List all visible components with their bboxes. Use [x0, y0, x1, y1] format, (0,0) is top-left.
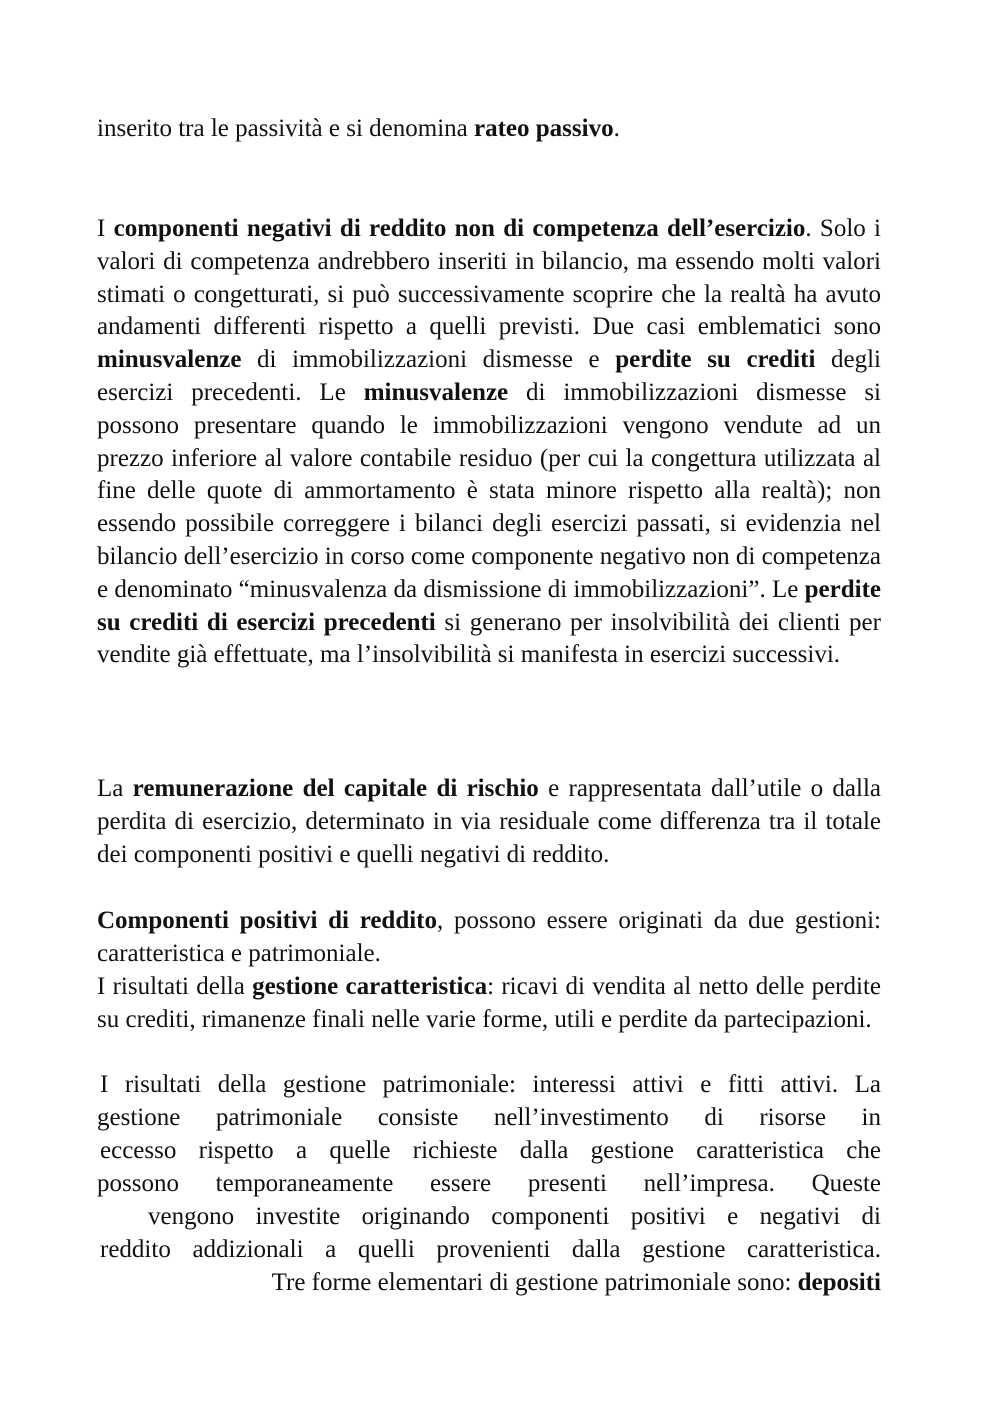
text-run: si generano per insolvibilità dei clienti per vendite già effettuate, ma l’insolvibilità si manifesta in esercizi successivi. [97, 608, 881, 669]
paragraph-componenti-positivi [97, 905, 881, 971]
text-run: . Solo i valori di competenza andrebbero inseriti in bilancio, ma essendo molti valori stimati o congetturati, si può successivamente scoprire che la realtà ha avuto andamenti differenti rispetto a quelli previsti. Due casi emblematici sono [97, 215, 882, 341]
paragraph-componenti-negativi [97, 213, 881, 672]
text-run: I [97, 215, 114, 242]
text-line: vengono investite originando componenti positivi e negativi di [148, 1203, 881, 1230]
text-line: I risultati della gestione patrimoniale: interessi attivi e fitti attivi. La [100, 1071, 881, 1098]
text-run: I risultati della [97, 973, 253, 1000]
text-run: : ricavi di vendita al netto delle perdite su crediti, rimanenze finali nelle varie forme, utili e perdite da partecipazioni. [97, 973, 881, 1033]
text-run: degli esercizi precedenti. Le [97, 346, 881, 406]
bold-term: minusvalenze [363, 378, 509, 406]
paragraph-gestione-caratteristica [97, 971, 881, 1037]
text-line: reddito addizionali a quelli provenienti dalla gestione caratteristica. [100, 1236, 881, 1263]
text-run: di immobilizzazioni dismesse si possono presentare quando le immobilizzazioni vengono vendute ad un prezzo inferiore al valore contabile residuo (per cui la congettura utilizzata al fine delle quote di ammortamento è stata minore rispetto alla realtà); non essendo possibile correggere i bilanci degli esercizi passati, si evidenzia nel bilancio dell’esercizio in corso come componente negativo non di competenza e denominato “minusvalenza da dismissione di immobilizzazioni”. Le [97, 378, 881, 603]
bold-term: perdite su crediti di esercizi precedenti [97, 575, 881, 636]
text-run: Tre forme elementari di gestione patrimoniale sono: [271, 1269, 798, 1296]
bold-term: Componenti positivi di reddito [97, 907, 438, 934]
bold-term: perdite su crediti [615, 346, 816, 374]
bold-term: componenti negativi di reddito non di competenza dell’esercizio [113, 215, 806, 242]
bold-term: minusvalenze [97, 346, 242, 374]
text-run: e rappresentata dall’utile o dalla perdita di esercizio, determinato in via residuale come differenza tra il totale dei componenti positivi e quelli negativi di reddito. [97, 775, 881, 868]
text-run: inserito tra le passività e si denomina [97, 115, 474, 142]
text-line [165, 1267, 881, 1300]
text-line: possono temporaneamente essere presenti nell’impresa. Queste [97, 1170, 881, 1197]
text-run: La [97, 775, 133, 802]
text-run: . [613, 115, 620, 142]
paragraph-rateo-passivo [97, 113, 881, 146]
paragraph-remunerazione [97, 773, 881, 871]
text-line: gestione patrimoniale consiste nell’investimento di risorse in [97, 1104, 881, 1131]
bold-term: depositi [797, 1269, 881, 1296]
text-line: eccesso rispetto a quelle richieste dalla gestione caratteristica che [100, 1137, 881, 1164]
text-run: di immobilizzazioni dismesse e [241, 346, 616, 374]
bold-term: rateo passivo [474, 115, 614, 142]
bold-term: gestione caratteristica [252, 973, 488, 1000]
text-run: , possono essere originati da due gestioni: caratteristica e patrimoniale. [97, 907, 881, 967]
bold-term: remunerazione del capitale di rischio [132, 775, 539, 802]
